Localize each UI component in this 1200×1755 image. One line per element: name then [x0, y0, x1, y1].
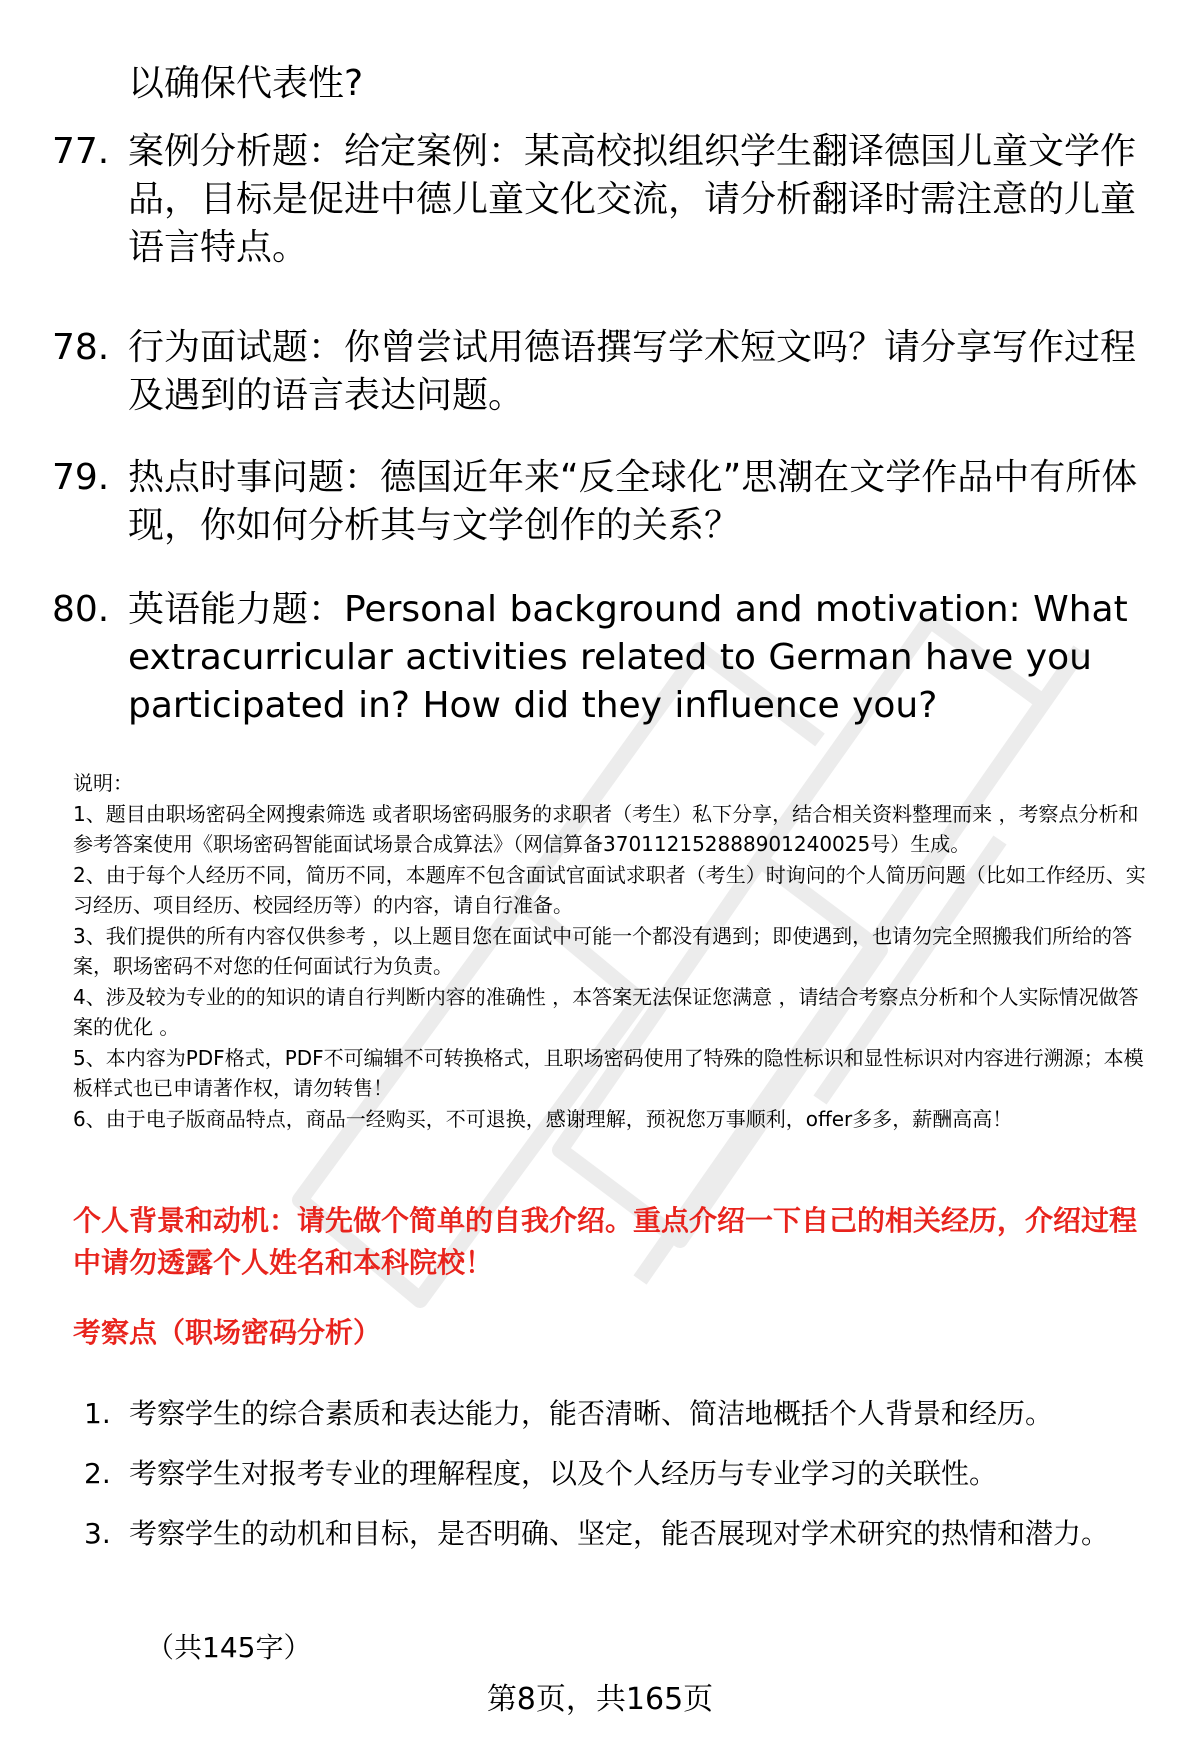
- character-count: （共145字）: [146, 1631, 312, 1664]
- question-78-number: 78.: [52, 327, 110, 368]
- note-item: 4、涉及较为专业的的知识的请自行判断内容的准确性 ，本答案无法保证您满意 ，请结合考察点分析和个人实际情况做答案的优化 。: [73, 984, 1139, 1039]
- question-76-continuation: 以确保代表性?: [128, 63, 364, 104]
- question-80-text: 英语能力题：Personal background and motivation: What extracurricular activities related to German have you participated in? How did they influence you?: [128, 589, 1128, 726]
- note-item: 6、由于电子版商品特点，商品一经购买，不可退换，感谢理解，预祝您万事顺利，offer多多，薪酬高高！: [73, 1106, 1013, 1131]
- point-number: 3.: [84, 1517, 111, 1550]
- notes-title: 说明：: [73, 771, 133, 795]
- note-item: 5、本内容为PDF格式，PDF不可编辑不可转换格式，且职场密码使用了特殊的隐性标识和显性标识对内容进行溯源；本模板样式也已申请著作权，请勿转售！: [73, 1045, 1144, 1100]
- question-79-number: 79.: [52, 457, 110, 498]
- point-text: 考察学生的综合素质和表达能力，能否清晰、简洁地概括个人背景和经历。: [129, 1397, 1054, 1430]
- question-77-text: 案例分析题：给定案例：某高校拟组织学生翻译德国儿童文学作品，目标是促进中德儿童文化交流，请分析翻译时需注意的儿童语言特点。: [128, 131, 1137, 268]
- point-text: 考察学生对报考专业的理解程度，以及个人经历与专业学习的关联性。: [129, 1457, 998, 1490]
- note-item: 3、我们提供的所有内容仅供参考 ，以上题目您在面试中可能一个都没有遇到；即使遇到，也请勿完全照搬我们所给的答案，职场密码不对您的任何面试行为负责。: [73, 923, 1133, 978]
- point-number: 1.: [84, 1397, 111, 1430]
- point-text: 考察学生的动机和目标，是否明确、坚定，能否展现对学术研究的热情和潜力。: [129, 1517, 1110, 1550]
- question-79-text: 热点时事问题：德国近年来“反全球化”思潮在文学作品中有所体现，你如何分析其与文学创作的关系？: [128, 457, 1138, 546]
- question-78-text: 行为面试题：你曾尝试用德语撰写学术短文吗？请分享写作过程及遇到的语言表达问题。: [128, 327, 1137, 416]
- page-indicator: 第8页，共165页: [486, 1682, 714, 1717]
- note-item: 1、题目由职场密码全网搜索筛选 或者职场密码服务的求职者（考生）私下分享，结合相关资料整理而来 ，考察点分析和参考答案使用《职场密码智能面试场景合成算法》（网信算备370112152888901240025号）生成。: [73, 801, 1139, 856]
- intro-question: 个人背景和动机：请先做个简单的自我介绍。重点介绍一下自己的相关经历，介绍过程中请勿透露个人姓名和本科院校！: [73, 1204, 1138, 1279]
- question-80-number: 80.: [52, 589, 110, 630]
- assessment-points-title: 考察点（职场密码分析）: [73, 1316, 382, 1349]
- disclaimer-notes: [73, 768, 1153, 1134]
- note-item: 2、由于每个人经历不同，简历不同，本题库不包含面试官面试求职者（考生）时询问的个人简历问题（比如工作经历、实习经历、项目经历、校园经历等）的内容，请自行准备。: [73, 862, 1146, 917]
- point-number: 2.: [84, 1457, 111, 1490]
- question-77-number: 77.: [52, 131, 110, 172]
